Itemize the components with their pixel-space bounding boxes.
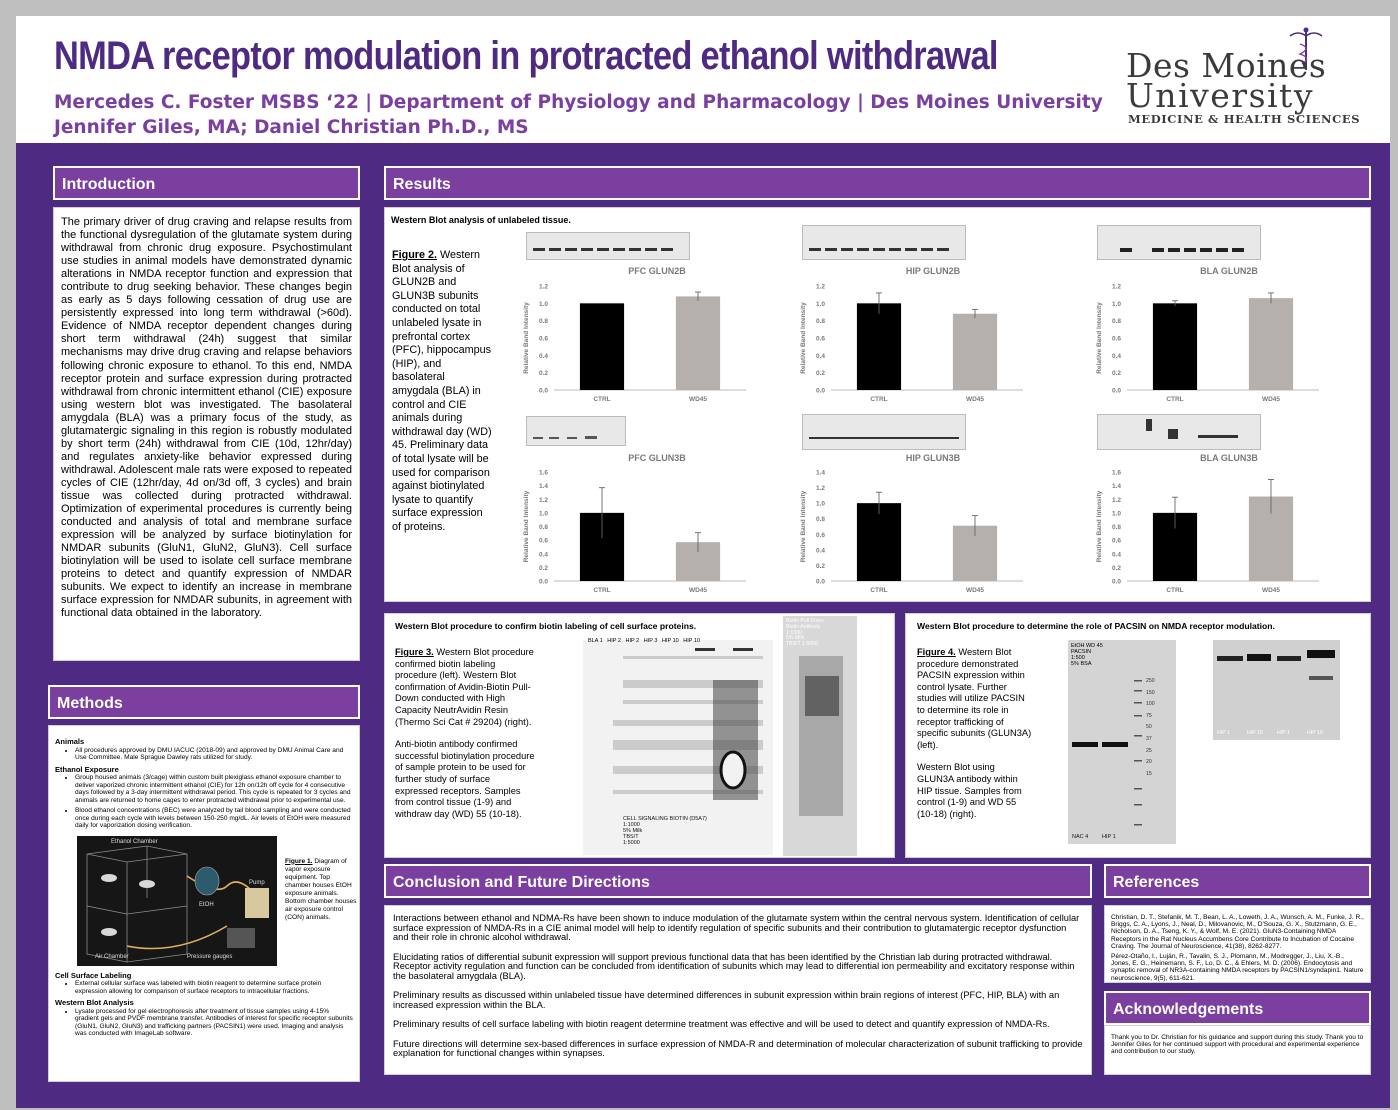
chart-title-hip-glun2b: HIP GLUN2B [905, 266, 961, 276]
pacsin-lane-2: HIP 1 [1102, 834, 1116, 840]
surface-item: • External cellular surface was labeled with biotin reagent to determine surface protein expression allowing for comparison of surface receptors to intracellular fractions. [75, 980, 353, 995]
animals-heading: Animals [55, 737, 85, 746]
x-tick-label: CTRL [1166, 587, 1184, 594]
y-tick-label: 1.0 [538, 510, 548, 518]
figure-1-text: Diagram of vapor exposure equipment. Top chamber houses EtOH exposure animals. Bottom chamber houses air exposure control (CON) animals. [285, 857, 357, 921]
poster-header [16, 16, 1390, 143]
y-tick-label: 0.2 [815, 562, 825, 570]
x-tick-label: CTRL [593, 587, 611, 594]
conclusion-paragraph-1: Interactions between ethanol and NDMA-Rs have been shown to induce modulation of the glutamate system within the central nervous system. Identification of cellular surface expression of NMDA-Rs in a CIE animal model will help to identify regulation of specific subunits and their contribution to glutamatergic receptor dysfunction and their role in chronic alcohol withdrawal. [393, 913, 1080, 942]
marker-label: 100 [1146, 701, 1155, 708]
methods-heading: Methods [48, 685, 360, 719]
ethanol-heading: Ethanol Exposure [55, 764, 119, 774]
bar-ctrl [857, 503, 901, 581]
university-logo [1124, 38, 1361, 128]
marker-label: 250 [1146, 678, 1155, 684]
x-tick-label: WD45 [965, 587, 985, 594]
logo-line-1: Des Moines [1126, 46, 1327, 85]
figure-4-section-title: Western Blot procedure to determine the role of PACSIN on NMDA receptor modulation. [917, 621, 1275, 631]
y-tick-label: 0.0 [815, 578, 825, 586]
glun3a-lane-2: HIP 10 [1247, 730, 1263, 736]
y-tick-label: 0.0 [1111, 387, 1121, 395]
biotin-blot-left [583, 640, 773, 855]
y-tick-label: 1.4 [538, 483, 548, 491]
figure-4-panel [905, 613, 1371, 858]
references-heading: References [1104, 864, 1371, 898]
figure-3-label: Figure 3. [395, 647, 434, 657]
y-tick-label: 1.4 [815, 469, 825, 477]
chart-bla-glun2b [1093, 280, 1333, 410]
marker-label: 15 [1146, 770, 1152, 777]
pacsin-blot-left [1068, 640, 1176, 844]
bar-wd45 [1249, 298, 1293, 390]
western-blot-heading: Western Blot Analysis [55, 998, 134, 1007]
western-blot-item: • Lysate processed for gel electrophoresis after treatment of tissue samples using 4-15% gradient gels and PVDF membrane transfer. Antibodies of interest for specific receptor subunits (GluN1, GluN2, GluN3) and trafficking partners (PACSIN1) were used. Imaging and analysis was conducted with ImageLab software. [75, 1008, 353, 1038]
etoh-label: EtOH [199, 901, 214, 908]
y-tick-label: 1.2 [815, 485, 825, 493]
bar-ctrl [1153, 303, 1197, 390]
x-tick-label: WD45 [1261, 587, 1281, 594]
x-tick-label: WD45 [965, 396, 985, 403]
y-tick-label: 1.2 [538, 283, 548, 291]
chart-title-bla-glun2b: BLA GLUN2B [1200, 266, 1258, 276]
chart-title-hip-glun3b: HIP GLUN3B [905, 453, 961, 463]
y-tick-label: 0.6 [1111, 335, 1121, 343]
pacsin-markers [1146, 676, 1155, 780]
y-tick-label: 0.0 [815, 387, 825, 395]
y-axis-label: Relative Band Intensity [800, 490, 807, 563]
y-tick-label: 0.8 [815, 318, 825, 326]
y-tick-label: 1.0 [815, 500, 825, 508]
introduction-heading: Introduction [53, 166, 360, 200]
y-tick-label: 0.8 [1111, 524, 1121, 531]
y-tick-label: 1.0 [815, 300, 825, 308]
y-tick-label: 0.8 [815, 516, 825, 524]
pfc-glun2b-blot [526, 232, 690, 260]
chart-title-pfc-glun3b: PFC GLUN3B [628, 453, 686, 463]
y-tick-label: 0.6 [815, 531, 825, 539]
conclusion-paragraph-4: Preliminary results of cell surface labeling with biotin reagent determine treatment was effective and will be used to detect and quantify expression of NMDA-Rs. [393, 1019, 1050, 1029]
y-tick-label: 1.0 [1111, 300, 1121, 308]
y-tick-label: 1.6 [538, 469, 548, 477]
marker-label: 150 [1146, 689, 1155, 696]
figure-1 [55, 836, 357, 968]
figure-1-label: Figure 1. [285, 857, 313, 865]
marker-label: 20 [1146, 759, 1152, 766]
chart-title-pfc-glun2b: PFC GLUN2B [628, 266, 686, 276]
glun3a-lane-3: HIP 1 [1277, 730, 1290, 736]
chart-pfc-glun3b [520, 466, 760, 601]
poster [16, 16, 1390, 1108]
pacsin-lane-1: NAC 4 [1072, 834, 1089, 840]
figure-3-text-2: Anti-biotin antibody confirmed successful biotinylation procedure of sample protein to be used for further study of surface expressed receptors. Samples from control tissue (1-9) and withdraw day (WD) 55 (10-18). [395, 739, 535, 819]
pulldown-blot-note: Biotin Pull Down Biotin Antibody 1:1000 5% Milk TBS/T 1:5000 [786, 618, 824, 648]
y-tick-label: 0.4 [815, 352, 825, 360]
hip-glun2b-blot [802, 225, 966, 260]
x-tick-label: WD45 [688, 396, 708, 403]
poster-title: NMDA receptor modulation in protracted ethanol withdrawal [54, 34, 998, 78]
figure-3-section-title: Western Blot procedure to confirm biotin labeling of cell surface proteins. [395, 621, 697, 631]
y-tick-label: 0.6 [815, 335, 825, 343]
vapor-chamber-diagram [77, 836, 277, 966]
bar-wd45 [953, 314, 997, 390]
y-tick-label: 0.2 [1111, 564, 1121, 572]
pump-label: Pump [249, 879, 265, 886]
bla-glun2b-blot [1097, 225, 1261, 260]
bar-ctrl [857, 303, 901, 390]
y-tick-label: 0.2 [815, 370, 825, 378]
chart-pfc-glun2b [520, 280, 760, 410]
glun3a-lane-4: HIP 10 [1307, 730, 1323, 736]
x-tick-label: CTRL [870, 396, 888, 403]
y-tick-label: 1.0 [538, 300, 548, 308]
y-tick-label: 0.2 [538, 370, 548, 378]
chart-bla-glun3b [1093, 466, 1333, 601]
y-tick-label: 0.4 [815, 547, 825, 555]
acknowledgements-heading: Acknowledgements [1104, 991, 1371, 1025]
hip-glun3b-blot [802, 414, 966, 450]
air-chamber-label: Air Chamber [95, 953, 129, 960]
ethanol-item-1: • Group housed animals (3/cage) within custom built plexiglass ethanol exposure chamber to deliver vaporized chronic intermittent ethanol (CIE) for 12h on/12h off cycle for 4 consecutive days followed by a 3-day intermittent withdrawal period. This cycle is repeated for 3 cycles and animals are returned to home cages to enter protracted withdrawal prior to experimental use. [75, 774, 353, 804]
results-heading: Results [384, 166, 1371, 200]
y-tick-label: 0.0 [1111, 578, 1121, 586]
marker-label: 50 [1146, 724, 1152, 731]
figure-2-section-title: Western Blot analysis of unlabeled tissue. [391, 215, 571, 225]
ethanol-item-2: • Blood ethanol concentrations (BEC) were analyzed by tail blood sampling and were conducted once during each cycle with levels between 150-250 mg/dL. Air levels of EtOH were measured daily for vaporization dosing verification. [75, 807, 353, 830]
y-tick-label: 0.4 [538, 551, 548, 559]
reference-2: Pérez-Otaño, I., Luján, R., Tavalin, S. J., Plomann, M., Modregger, J., Liu, X.-B., Jones, E. G., Heinemann, S. F., Lo, D. C., & Ehlers, M. D. (2006). Endocytosis and synaptic removal of NR3A-containing NMDA receptors by PACSIN1/syndapin1. Nature neuroscience, 9(5), 611-621. [1111, 953, 1364, 982]
figure-2-label: Figure 2. [392, 249, 437, 261]
y-tick-label: 0.0 [538, 578, 548, 586]
coauthor-line: Jennifer Giles, MA; Daniel Christian Ph.D., MS [54, 117, 529, 138]
figure-3-panel [384, 613, 895, 858]
pressure-gauges-label: Pressure gauges [187, 953, 233, 960]
biotin-blot-note: CELL SIGNALING BIOTIN (D5A7) 1:1000 5% Milk TBS/T 1:5000 [623, 816, 707, 846]
y-tick-label: 0.6 [1111, 537, 1121, 545]
y-tick-label: 1.2 [1111, 283, 1121, 291]
introduction-text: The primary driver of drug craving and relapse results from the functional dysregulation of the glutamate system during withdrawal from chronic drug exposure. Psychostimulant use studies in animal models have demonstrated dynamic alterations in NMDA receptor function and expression that contribute to drug seeking behavior. These changes begin as early as 5 days following cessation of drug use are persistently expressed into long term withdrawal (>60d). Evidence of NMDA receptor dependent changes during short term withdrawal (24h) suggest that similar mechanisms may drive drug craving and relapse behaviors following chronic exposure to ethanol. To this end, NMDA receptor protein and surface expression during protracted withdrawal from chronic intermittent ethanol (CIE) exposure using western blot was investigated. The basolateral amygdala (BLA) was a primary focus of the study, as glutamatergic signaling in this region is robustly modulated by short term (24h) withdrawal from CIE (10d, 12hr/day) and regulates anxiety-like behavior expressed during withdrawal. Adolescent male rats were exposed to repeated cycles of CIE (12hr/day, 4d on/3d off, 3 cycles) and brain tissue was collected during protracted withdrawal. Optimization of experimental procedures is currently being conducted and analysis of total and membrane surface expression will be analyzed by surface biotinylation for NMDAR subunits (GluN1, GluN2, GluN3). Cell surface biotinylation will be used to isolate cell surface membrane proteins to detect and quantify expression of NMDAR subunits. We expect to identify an increase in membrane surface expression for NMDAR subunits, in agreement with functional data obtained in the laboratory. [53, 207, 360, 661]
figure-3-caption [395, 647, 535, 820]
y-axis-label: Relative Band Intensity [800, 302, 807, 374]
y-tick-label: 0.4 [1111, 551, 1121, 559]
figure-4-caption [917, 647, 1032, 820]
animals-item: • All procedures approved by DMU IACUC (2018-09) and approved by DMU Animal Care and Use Committee. Male Sprague Dawley rats utilized for study. [75, 747, 353, 762]
y-tick-label: 0.2 [1111, 370, 1121, 378]
reference-1: Christian, D. T., Stefanik, M. T., Bean, L. A., Loweth, J. A., Wunsch, A. M., Funke, J. R., Briggs, C. A., Lyons, J., Neal, D., Milovanovic, M., D'Souza, G. X., Stutzmann, G. E., Nicholson, D. A., Tseng, K. Y., & Wolf, M. E. (2021). GluN3-Containing NMDA Receptors in the Rat Nucleus Accumbens Core Contribute to Incubation of Cocaine Craving. The Journal of Neuroscience, 41(38), 8262-8277. [1111, 914, 1364, 950]
y-tick-label: 0.4 [1111, 352, 1121, 360]
logo-line-2: University [1126, 76, 1314, 115]
figure-4-label: Figure 4. [917, 647, 956, 657]
x-tick-label: CTRL [593, 396, 611, 403]
y-axis-label: Relative Band Intensity [1096, 490, 1103, 563]
y-tick-label: 1.6 [1111, 469, 1121, 477]
x-tick-label: CTRL [870, 587, 888, 594]
marker-label: 25 [1146, 747, 1152, 754]
y-tick-label: 1.2 [538, 496, 548, 504]
x-tick-label: CTRL [1166, 396, 1184, 403]
conclusion-panel [384, 905, 1092, 1075]
marker-label: 37 [1146, 735, 1152, 742]
conclusion-paragraph-2: Elucidating ratios of differential subunit expression will support previous functional data that has been identified by the Christian lab during protracted withdrawal. Receptor activity regulation and function can be concluded from identification of subunits which may lead to differential ion permeability and excitatory response within the basolateral amygdala (BLA). [393, 951, 1075, 981]
y-tick-label: 0.0 [538, 387, 548, 395]
y-tick-label: 0.6 [538, 537, 548, 545]
figure-2-panel [384, 207, 1371, 602]
pulldown-blot-right [783, 616, 857, 856]
y-tick-label: 1.4 [1111, 483, 1121, 491]
bla-glun3b-blot [1097, 414, 1261, 450]
y-tick-label: 1.2 [815, 283, 825, 291]
x-tick-label: WD45 [688, 587, 708, 594]
figure-2-text: Western Blot analysis of GLUN2B and GLUN3B subunits conducted on total unlabeled lysate in prefrontal cortex (PFC), hippocampus (HIP), and basolateral amygdala (BLA) in control and CIE animals during withdrawal day (WD) 45. Preliminary data of total lysate will be used for comparison against biotinylated lysate to quantify surface expression of proteins. [392, 249, 492, 533]
conclusion-heading: Conclusion and Future Directions [384, 864, 1092, 898]
glun3a-lane-1: HIP 1 [1217, 730, 1230, 736]
figure-2-caption [392, 249, 492, 534]
biotin-lane-labels: BLA 1 HIP 2 HIP 2 HIP 3 HIP 10 HIP 10 [588, 638, 700, 644]
pacsin-blot-label: EtOH WD 45 PACSIN 1:500 5% BSA [1071, 643, 1103, 667]
conclusion-paragraph-5: Future directions will determine sex-based differences in surface expression of NMDA-R and determination of molecular characterization of subunit trafficking to provide explanation for functional changes within synapses. [393, 1038, 1083, 1058]
y-tick-label: 0.8 [1111, 318, 1121, 326]
references-panel [1104, 905, 1371, 983]
figure-3-text-1: Western Blot procedure confirmed biotin labeling procedure (left). Western Blot confirmation of Avidin-Biotin Pull-Down conducted with High Capacity NeutrAvidin Resin (Thermo Sci Cat # 29204) (right). [395, 647, 534, 727]
acknowledgements-text: Thank you to Dr. Christian for his guidance and support during this study. Thank you to Jennifer Giles for her continued support with procedural and experimental experience and contribution to our study. [1104, 1025, 1371, 1075]
surface-heading: Cell Surface Labeling [55, 970, 132, 980]
bar-ctrl [580, 303, 624, 390]
y-axis-label: Relative Band Intensity [523, 490, 530, 563]
figure-4-text-2: Western Blot using GLUN3A antibody within HIP tissue. Samples from control (1-9) and WD 55 (10-18) (right). [917, 762, 1022, 819]
y-tick-label: 1.2 [1111, 496, 1121, 504]
methods-panel [48, 725, 360, 1082]
logo-line-3: MEDICINE & HEALTH SCIENCES [1128, 112, 1361, 126]
glun3a-blot-right [1213, 640, 1340, 740]
y-axis-label: Relative Band Intensity [1096, 302, 1103, 374]
y-tick-label: 0.4 [538, 352, 548, 360]
y-axis-label: Relative Band Intensity [523, 302, 530, 374]
figure-4-text-1: Western Blot procedure demonstrated PACSIN expression within control lysate. Further studies will utilize PACSIN to determine its role in receptor trafficking of specific subunits (GLUN3A) (left). [917, 647, 1032, 750]
y-tick-label: 1.0 [1111, 510, 1121, 518]
conclusion-paragraph-3: Preliminary results as discussed within unlabeled tissue have determined differences in subunit expression within brain regions of interest (PFC, HIP, BLA) with an increased expression within the BLA. [393, 990, 1060, 1010]
chart-title-bla-glun3b: BLA GLUN3B [1200, 453, 1258, 463]
chart-hip-glun2b [797, 280, 1037, 410]
pfc-glun3b-blot [526, 416, 626, 446]
y-tick-label: 0.6 [538, 335, 548, 343]
figure-1-caption [285, 858, 357, 922]
author-line: Mercedes C. Foster MSBS ‘22 | Department of Physiology and Pharmacology | Des Moines University [54, 92, 1103, 113]
y-tick-label: 0.8 [538, 318, 548, 326]
chart-hip-glun3b [797, 466, 1037, 601]
x-tick-label: WD45 [1261, 396, 1281, 403]
y-tick-label: 0.8 [538, 524, 548, 531]
marker-label: 75 [1146, 712, 1152, 719]
bar-wd45 [676, 296, 720, 390]
y-tick-label: 0.2 [538, 564, 548, 572]
ethanol-chamber-label: Ethanol Chamber [111, 838, 158, 845]
